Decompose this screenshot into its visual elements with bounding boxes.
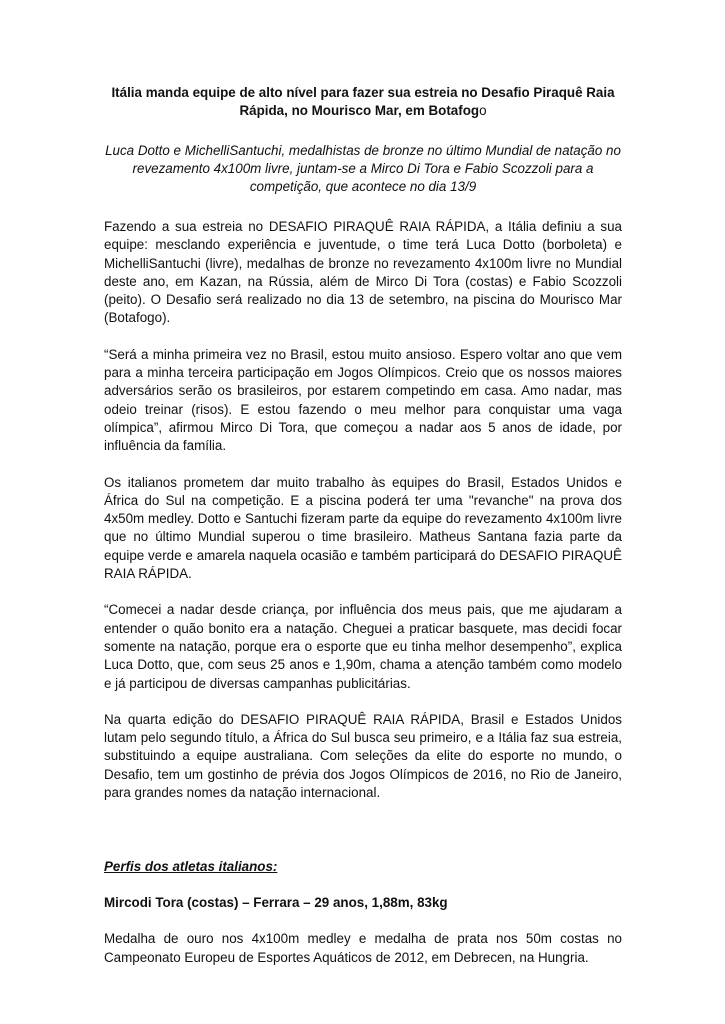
section-spacer — [104, 820, 622, 858]
article-title-main: Itália manda equipe de alto nível para fazer sua estreia no Desafio Piraquê Raia Rápida, no Mourisco Mar, em Botafog — [111, 85, 615, 118]
paragraph-quote-di-tora: “Será a minha primeira vez no Brasil, estou muito ansioso. Espero voltar ano que vem para a minha terceira participação em Jogos Olímpicos. Creio que os nossos maiores adversários serão os brasileiros, por estarem competindo em casa. Amo nadar, mas odeio treinar (risos). E estou fazendo o meu melhor para conquistar uma vaga olímpica”, afirmou Mirco Di Tora, que começou a nadar aos 5 anos de idade, por influência da família. — [104, 346, 622, 454]
article-title — [104, 84, 622, 120]
article-title-tail: o — [479, 103, 487, 118]
paragraph-quote-dotto: “Comecei a nadar desde criança, por influência dos meus pais, que me ajudaram a entender o quão bonito era a natação. Cheguei a praticar basquete, mas decidi focar somente na natação, porque era o esporte que eu tinha melhor desempenho”, explica Luca Dotto, que, com seus 25 anos e 1,90m, chama a atenção também como modelo e já participou de diversas campanhas publicitárias. — [104, 602, 622, 691]
paragraph-rivalry: Os italianos prometem dar muito trabalho às equipes do Brasil, Estados Unidos e África do Sul na competição. E a piscina poderá ter uma "revanche" na prova dos 4x50m medley. Dotto e Santuchi fizeram parte da equipe do revezamento 4x100m livre que no último Mundial superou o time brasileiro. Matheus Santana fazia parte da equipe verde e amarela naquela ocasião e também participará do DESAFIO PIRAQUÊ RAIA RÁPIDA. — [104, 474, 622, 582]
paragraph-intro: Fazendo a sua estreia no DESAFIO PIRAQUÊ RAIA RÁPIDA, a Itália definiu a sua equipe: mesclando experiência e juventude, o time terá Luca Dotto (borboleta) e MichelliSantuchi (livre), medalhas de bronze no revezamento 4x100m livre no Mundial deste ano, em Kazan, na Rússia, além de Mirco Di Tora (costas) e Fabio Scozzoli (peito). O Desafio será realizado no dia 13 de setembro, na piscina do Mourisco Mar (Botafogo). — [104, 219, 622, 326]
athlete-heading-di-tora: Mircodi Tora (costas) – Ferrara – 29 anos, 1,88m, 83kg — [104, 895, 448, 911]
document-body — [104, 84, 622, 985]
paragraph-edition: Na quarta edição do DESAFIO PIRAQUÊ RAIA RÁPIDA, Brasil e Estados Unidos lutam pelo segundo título, a África do Sul busca seu primeiro, e a Itália faz sua estreia, substituindo a equipe australiana. Com seleções da elite do esporte no mundo, o Desafio, tem um gostinho de prévia dos Jogos Olímpicos de 2016, no Rio de Janeiro, para grandes nomes da natação internacional. — [104, 711, 622, 801]
section-heading-athlete-profiles: Perfis dos atletas italianos: — [104, 859, 278, 875]
athlete-bio-di-tora: Medalha de ouro nos 4x100m medley e medalha de prata nos 50m costas no Campeonato Europeu de Esportes Aquáticos de 2012, em Debrecen, na Hungria. — [104, 931, 622, 965]
article-subtitle: Luca Dotto e MichelliSantuchi, medalhistas de bronze no último Mundial de natação no revezamento 4x100m livre, juntam-se a Mirco Di Tora e Fabio Scozzoli para a competição, que acontece no dia 13/9 — [105, 143, 621, 194]
